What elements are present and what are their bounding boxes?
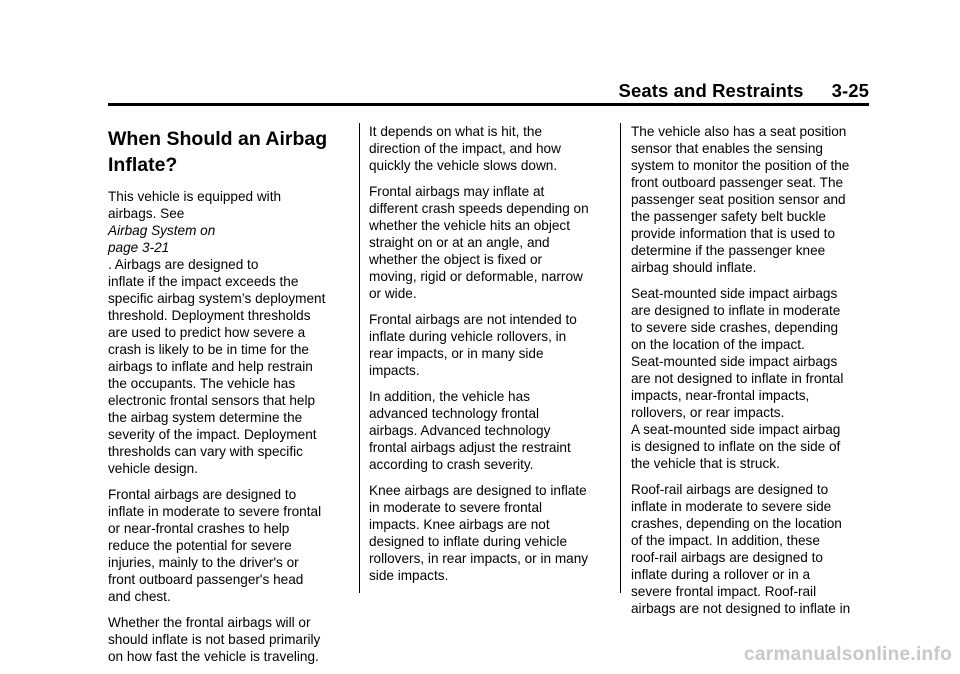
text-line: the passenger safety belt buckle — [631, 209, 826, 224]
text-line: airbags to inflate and help restrain — [108, 359, 313, 374]
text-line — [108, 239, 353, 273]
text-line: airbags are not designed to inflate in — [631, 601, 851, 616]
text-line: inflate during a rollover or in a — [631, 567, 811, 582]
text-line: sensor that enables the sensing — [631, 141, 823, 156]
text-line: Frontal airbags may inflate at — [369, 184, 545, 199]
paragraph-2 — [631, 285, 876, 472]
text-line: the occupants. The vehicle has — [108, 376, 296, 391]
text-line: threshold. Deployment thresholds — [108, 308, 311, 323]
text-line: or near-frontal crashes to help — [108, 521, 290, 536]
watermark: carmanualsonline.info — [744, 644, 952, 665]
text-line: rear impacts, or in many side — [369, 346, 544, 361]
header-rule — [108, 103, 869, 106]
text-line: inflate during vehicle rollovers, in — [369, 329, 567, 344]
text-line: is designed to inflate on the side of — [631, 439, 841, 454]
text-line: Roof-rail airbags are designed to — [631, 482, 829, 497]
header-section-title: Seats and Restraints — [618, 80, 804, 101]
text-line: Seat-mounted side impact airbags — [631, 286, 838, 301]
column-divider — [620, 123, 621, 593]
text-line: and chest. — [108, 589, 171, 604]
text-line: reduce the potential for severe — [108, 538, 292, 553]
text-line: thresholds can vary with specific — [108, 444, 303, 459]
paragraph-5 — [369, 482, 614, 584]
text-line: inflate in moderate to severe side — [631, 499, 832, 514]
text-line: side impacts. — [369, 568, 449, 583]
text-line: rollovers, or rear impacts. — [631, 405, 785, 420]
paragraph-2 — [108, 486, 353, 605]
text-line: provide information that is used to — [631, 226, 836, 241]
text-line: designed to inflate during vehicle — [369, 534, 567, 549]
paragraph-3 — [631, 481, 876, 617]
text-line: airbag should inflate. — [631, 260, 757, 275]
text-line — [108, 205, 353, 239]
text-line: roof-rail airbags are designed to — [631, 550, 823, 565]
cross-reference-link[interactable]: page 3-21 — [108, 240, 170, 255]
paragraph-1 — [631, 123, 876, 276]
cross-reference-link[interactable]: Airbag System on — [108, 223, 216, 238]
text-line: The vehicle also has a seat position — [631, 124, 847, 139]
text-line: in moderate to severe frontal — [369, 500, 543, 515]
header-text — [619, 80, 869, 102]
text-line: electronic frontal sensors that help — [108, 393, 316, 408]
text-line: Whether the frontal airbags will or — [108, 615, 311, 630]
column-divider — [359, 123, 360, 593]
text-line: inflate in moderate to severe frontal — [108, 504, 322, 519]
paragraph-3 — [369, 311, 614, 379]
paragraph-3 — [108, 614, 353, 665]
text-line: the vehicle that is struck. — [631, 456, 780, 471]
text-fragment: airbags. See — [108, 206, 185, 221]
text-line: on the location of the impact. — [631, 337, 805, 352]
text-line: are designed to inflate in moderate — [631, 303, 841, 318]
text-line: moving, rigid or deformable, narrow — [369, 269, 583, 284]
text-line: severe frontal impact. Roof-rail — [631, 584, 817, 599]
text-line: impacts. — [369, 363, 420, 378]
text-line: rollovers, in rear impacts, or in many — [369, 551, 589, 566]
section-title-line: Inflate? — [108, 154, 178, 176]
text-line: on how fast the vehicle is traveling. — [108, 649, 319, 664]
text-line: A seat-mounted side impact airbag — [631, 422, 841, 437]
paragraph-1 — [108, 188, 353, 477]
text-line: airbags. Advanced technology — [369, 423, 551, 438]
section-title — [108, 126, 353, 178]
text-line: of the impact. In addition, these — [631, 533, 820, 548]
text-line: advanced technology frontal — [369, 406, 540, 421]
text-line: inflate if the impact exceeds the — [108, 274, 299, 289]
text-line: the airbag system determine the — [108, 410, 303, 425]
text-line: straight on or at an angle, and — [369, 235, 550, 250]
text-line: crash is likely to be in time for the — [108, 342, 309, 357]
text-line: whether the object is fixed or — [369, 252, 543, 267]
page-header — [108, 80, 869, 104]
column-3 — [631, 123, 876, 626]
column-2 — [369, 123, 614, 593]
text-line: impacts. Knee airbags are not — [369, 517, 550, 532]
section-title-line: When Should an Airbag — [108, 128, 328, 150]
paragraph-2 — [369, 183, 614, 302]
text-line: whether the vehicle hits an object — [369, 218, 571, 233]
text-line: quickly the vehicle slows down. — [369, 158, 558, 173]
text-line: injuries, mainly to the driver's or — [108, 555, 299, 570]
text-line: are not designed to inflate in frontal — [631, 371, 844, 386]
text-line: passenger seat position sensor and — [631, 192, 846, 207]
text-line: front outboard passenger seat. The — [631, 175, 844, 190]
text-line: different crash speeds depending on — [369, 201, 589, 216]
text-line: according to crash severity. — [369, 457, 534, 472]
text-fragment: . Airbags are designed to — [108, 257, 259, 272]
text-line: impacts, near-frontal impacts, — [631, 388, 810, 403]
text-fragment: This vehicle is equipped with — [108, 189, 282, 204]
text-line: are used to predict how severe a — [108, 325, 306, 340]
text-line: direction of the impact, and how — [369, 141, 561, 156]
text-line: vehicle design. — [108, 461, 198, 476]
paragraph-1 — [369, 123, 614, 174]
text-line: frontal airbags adjust the restraint — [369, 440, 571, 455]
text-line: should inflate is not based primarily — [108, 632, 321, 647]
text-line: crashes, depending on the location — [631, 516, 842, 531]
text-line: It depends on what is hit, the — [369, 124, 543, 139]
text-line: In addition, the vehicle has — [369, 389, 530, 404]
paragraph-4 — [369, 388, 614, 473]
text-line: Knee airbags are designed to inflate — [369, 483, 587, 498]
text-line: Frontal airbags are designed to — [108, 487, 297, 502]
text-line: front outboard passenger's head — [108, 572, 304, 587]
text-line: or wide. — [369, 286, 417, 301]
text-line: Seat-mounted side impact airbags — [631, 354, 838, 369]
text-line: to severe side crashes, depending — [631, 320, 839, 335]
text-line: Frontal airbags are not intended to — [369, 312, 577, 327]
header-page-number: 3-25 — [831, 80, 869, 101]
text-line: specific airbag system’s deployment — [108, 291, 326, 306]
text-line: determine if the passenger knee — [631, 243, 826, 258]
column-1 — [108, 126, 353, 674]
text-line: system to monitor the position of the — [631, 158, 850, 173]
text-line — [108, 188, 353, 205]
text-line: severity of the impact. Deployment — [108, 427, 317, 442]
